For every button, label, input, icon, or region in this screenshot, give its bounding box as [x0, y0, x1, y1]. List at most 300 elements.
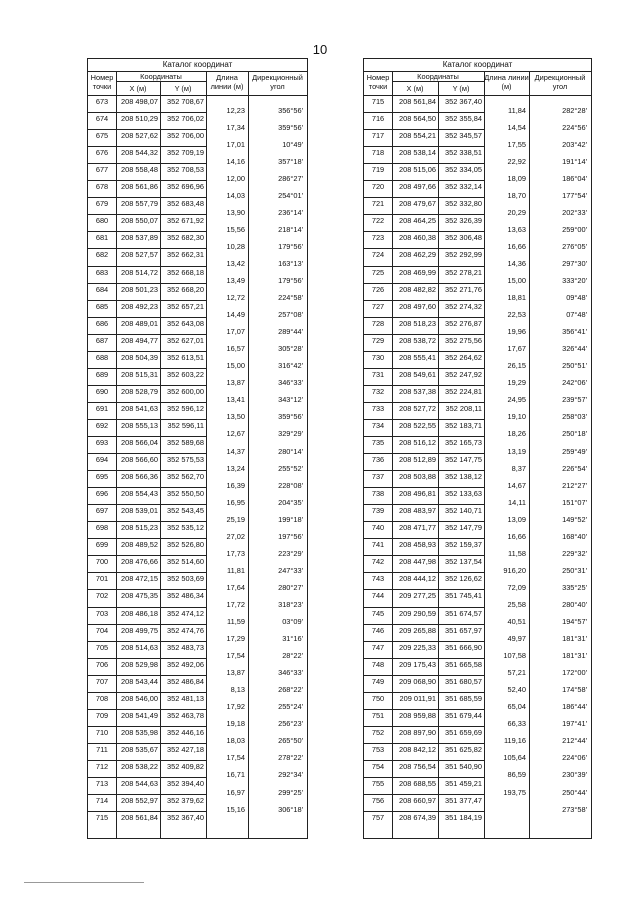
direction-angle: 278°22' [278, 753, 303, 763]
line-length: 18,81 [507, 293, 526, 303]
row-rule [364, 641, 484, 642]
direction-angle: 247°33' [278, 565, 303, 575]
y-coordinate: 352 643,08 [167, 318, 204, 328]
y-coordinate: 352 603,22 [167, 369, 204, 379]
y-coordinate: 351 680,57 [445, 676, 482, 686]
y-coordinate: 352 486,84 [167, 676, 204, 686]
point-number: 687 [95, 335, 109, 345]
y-coordinate: 352 446,16 [167, 727, 204, 737]
line-length: 14,37 [226, 446, 245, 456]
line-length: 8,37 [511, 463, 526, 473]
point-number: 685 [95, 301, 109, 311]
x-coordinate: 208 514,72 [121, 267, 158, 277]
x-coordinate: 208 503,88 [399, 472, 436, 482]
x-coordinate: 208 897,90 [399, 727, 436, 737]
direction-angle: 280°40' [562, 599, 587, 609]
row-rule [364, 163, 484, 164]
row-rule [88, 470, 206, 471]
y-coordinate: 351 184,19 [445, 813, 482, 823]
direction-angle: 204°35' [278, 497, 303, 507]
y-coordinate: 352 367,40 [167, 813, 204, 823]
x-coordinate: 208 527,62 [121, 131, 158, 141]
header-point-number: Номер точки [366, 73, 390, 91]
y-coordinate: 352 208,11 [445, 403, 482, 413]
point-number: 712 [95, 761, 109, 771]
direction-angle: 242°06' [562, 378, 587, 388]
direction-angle: 199°18' [278, 514, 303, 524]
row-rule [88, 283, 206, 284]
point-number: 748 [371, 659, 385, 669]
point-number: 700 [95, 557, 109, 567]
row-rule [364, 624, 484, 625]
catalog-title: Каталог координат [88, 59, 307, 72]
row-rule [364, 351, 484, 352]
row-rule [88, 231, 206, 232]
row-rule [88, 214, 206, 215]
y-coordinate: 351 679,44 [445, 710, 482, 720]
direction-angle: 335°25' [562, 582, 587, 592]
point-number: 741 [371, 540, 385, 550]
direction-angle: 224°06' [562, 753, 587, 763]
direction-angle: 236°14' [278, 207, 303, 217]
point-number: 693 [95, 438, 109, 447]
y-coordinate: 352 271,76 [445, 284, 482, 294]
y-coordinate: 352 276,87 [445, 318, 482, 328]
y-coordinate: 352 671,92 [167, 216, 204, 226]
x-coordinate: 208 527,72 [399, 403, 436, 413]
direction-angle: 197°56' [278, 531, 303, 541]
direction-angle: 299°25' [278, 787, 303, 797]
coordinate-catalog-left [87, 58, 308, 839]
point-number: 682 [95, 250, 109, 260]
y-coordinate: 352 126,62 [445, 574, 482, 584]
x-coordinate: 208 515,06 [399, 165, 436, 175]
point-number: 689 [95, 369, 109, 379]
header-direction-angle: Дирекционный угол [252, 73, 303, 91]
line-length: 18,09 [507, 173, 526, 183]
row-rule [364, 436, 484, 437]
direction-angle: 203°42' [562, 139, 587, 149]
x-coordinate: 208 482,82 [399, 284, 436, 294]
line-length: 49,97 [507, 634, 526, 644]
header-direction-angle: Дирекционный угол [534, 73, 586, 91]
direction-angle: 179°56' [278, 241, 303, 251]
y-coordinate: 351 377,47 [445, 796, 482, 806]
direction-angle: 357°18' [278, 156, 303, 166]
direction-angle: 250°18' [562, 429, 587, 439]
row-rule [364, 197, 484, 198]
point-number: 754 [371, 761, 385, 771]
x-coordinate: 208 497,66 [399, 182, 436, 192]
direction-angle: 256°23' [278, 719, 303, 729]
line-length: 15,00 [226, 361, 245, 371]
row-rule [88, 197, 206, 198]
y-coordinate: 352 708,67 [167, 97, 204, 106]
direction-angle: 297°30' [562, 258, 587, 268]
x-coordinate: 208 529,98 [121, 659, 158, 669]
row-rule [364, 504, 484, 505]
point-number: 719 [371, 165, 385, 175]
x-coordinate: 208 554,43 [121, 489, 158, 499]
y-coordinate: 352 394,40 [167, 779, 204, 788]
point-number: 736 [371, 455, 385, 465]
line-length: 18,26 [507, 429, 526, 439]
direction-angle: 265°50' [278, 736, 303, 746]
y-coordinate: 352 474,12 [167, 608, 204, 618]
point-number: 724 [371, 250, 385, 260]
direction-angle: 286°27' [278, 173, 303, 183]
point-number: 706 [95, 659, 109, 669]
line-length: 17,64 [226, 582, 245, 592]
y-coordinate: 352 137,54 [445, 557, 482, 567]
row-rule [364, 385, 484, 386]
header-y: Y (м) [452, 84, 470, 93]
line-length: 13,49 [226, 276, 245, 286]
point-number: 704 [95, 625, 109, 635]
point-number: 711 [96, 744, 108, 754]
y-coordinate: 352 696,96 [167, 182, 204, 192]
line-length: 17,72 [226, 599, 245, 609]
line-length: 16,39 [226, 480, 245, 490]
direction-angle: 179°56' [278, 276, 303, 286]
line-length: 14,54 [507, 122, 526, 132]
point-number: 678 [95, 182, 109, 192]
point-number: 723 [371, 233, 385, 243]
y-coordinate: 352 159,37 [445, 540, 482, 550]
x-coordinate: 208 566,04 [121, 438, 158, 447]
point-number: 708 [95, 693, 109, 703]
row-rule [88, 368, 206, 369]
y-coordinate: 352 535,12 [167, 523, 204, 533]
point-number: 705 [95, 642, 109, 652]
x-coordinate: 208 510,29 [121, 114, 158, 124]
point-number: 698 [95, 523, 109, 533]
line-length: 24,95 [507, 395, 526, 405]
line-length: 20,29 [507, 207, 526, 217]
point-number: 721 [371, 199, 385, 209]
line-length: 14,67 [507, 480, 526, 490]
direction-angle: 168°40' [562, 531, 587, 541]
direction-angle: 359°56' [278, 412, 303, 422]
row-rule [88, 538, 206, 539]
x-coordinate: 208 566,60 [121, 455, 158, 465]
x-coordinate: 208 460,38 [399, 233, 436, 243]
x-coordinate: 208 514,63 [121, 642, 158, 652]
line-length: 17,34 [226, 122, 245, 132]
y-coordinate: 352 334,05 [445, 165, 482, 175]
direction-angle: 258°03' [562, 412, 587, 422]
line-length: 107,58 [503, 651, 526, 661]
direction-angle: 228°08' [278, 480, 303, 490]
header-line-length: Длина линии (м) [210, 73, 244, 91]
direction-angle: 289°44' [278, 327, 303, 337]
header-point-number: Номер точки [90, 73, 114, 91]
direction-angle: 276°05' [562, 241, 587, 251]
y-coordinate: 352 706,00 [167, 131, 204, 141]
line-length: 11,59 [227, 617, 245, 627]
direction-angle: 181°31' [562, 634, 587, 644]
line-length: 13,42 [226, 258, 245, 268]
point-number: 709 [95, 710, 109, 720]
x-coordinate: 208 674,39 [399, 813, 436, 823]
line-length: 16,95 [226, 497, 245, 507]
direction-angle: 273°58' [562, 804, 587, 814]
point-number: 674 [95, 114, 109, 124]
point-number: 716 [371, 114, 385, 124]
point-number: 679 [95, 199, 109, 209]
point-number: 753 [371, 744, 385, 754]
direction-angle: 280°27' [278, 582, 303, 592]
row-rule [364, 692, 484, 693]
x-coordinate: 208 469,99 [399, 267, 436, 277]
point-number: 683 [95, 267, 109, 277]
row-rule [88, 129, 206, 130]
direction-angle: 326°44' [562, 344, 587, 354]
point-number: 729 [371, 335, 385, 345]
y-coordinate: 352 247,92 [445, 369, 482, 379]
row-rule [88, 163, 206, 164]
row-rule [88, 351, 206, 352]
direction-angle: 250°44' [562, 787, 587, 797]
direction-angle: 229°32' [562, 548, 587, 558]
y-coordinate: 352 338,51 [445, 148, 482, 158]
header-coordinates: Координаты [140, 72, 182, 81]
x-coordinate: 208 476,66 [121, 557, 158, 567]
y-coordinate: 352 600,00 [167, 386, 204, 396]
row-rule [364, 419, 484, 420]
line-length: 22,53 [507, 310, 526, 320]
x-coordinate: 208 472,15 [121, 574, 158, 584]
x-coordinate: 208 561,84 [121, 813, 158, 823]
direction-angle: 305°28' [278, 344, 303, 354]
y-coordinate: 352 483,73 [167, 642, 204, 652]
line-length: 19,29 [507, 378, 526, 388]
direction-angle: 181°31' [562, 651, 587, 661]
header-rule [116, 81, 206, 82]
direction-angle: 257°08' [278, 310, 303, 320]
x-coordinate: 208 489,01 [121, 318, 158, 328]
point-number: 747 [371, 642, 385, 652]
row-rule [364, 777, 484, 778]
point-number: 750 [371, 693, 385, 703]
row-rule [364, 470, 484, 471]
line-length: 65,04 [507, 702, 526, 712]
point-number: 749 [371, 676, 385, 686]
row-rule [364, 726, 484, 727]
line-length: 14,16 [226, 156, 245, 166]
line-length: 13,87 [226, 668, 245, 678]
row-rule [364, 334, 484, 335]
y-coordinate: 352 543,45 [167, 506, 204, 516]
y-coordinate: 352 550,50 [167, 489, 204, 499]
line-length: 19,18 [226, 719, 245, 729]
point-number: 680 [95, 216, 109, 226]
direction-angle: 212°44' [562, 736, 587, 746]
direction-angle: 10°49' [282, 139, 303, 149]
line-length: 11,84 [508, 105, 526, 115]
row-rule [88, 743, 206, 744]
line-length: 17,92 [226, 702, 245, 712]
y-coordinate: 351 657,97 [445, 625, 482, 635]
direction-angle: 202°33' [562, 207, 587, 217]
line-length: 12,72 [226, 293, 245, 303]
line-length: 17,67 [507, 344, 526, 354]
line-length: 19,96 [507, 327, 526, 337]
point-number: 740 [371, 523, 385, 533]
line-length: 13,24 [226, 463, 245, 473]
row-rule [88, 334, 206, 335]
page-number: 10 [312, 42, 328, 57]
x-coordinate: 208 528,79 [121, 386, 158, 396]
x-coordinate: 208 458,93 [399, 540, 436, 550]
row-rule [88, 487, 206, 488]
row-rule [88, 777, 206, 778]
point-number: 673 [95, 97, 109, 106]
row-rule [88, 624, 206, 625]
row-rule [364, 760, 484, 761]
row-rule [364, 317, 484, 318]
row-rule [364, 555, 484, 556]
direction-angle: 174°58' [562, 685, 587, 695]
header-rule [88, 95, 307, 96]
y-coordinate: 352 345,57 [445, 131, 482, 141]
direction-angle: 259°49' [562, 446, 587, 456]
x-coordinate: 208 537,38 [399, 386, 436, 396]
line-length: 10,28 [226, 241, 245, 251]
line-length: 16,71 [226, 770, 245, 780]
point-number: 725 [371, 267, 385, 277]
x-coordinate: 208 555,41 [399, 352, 436, 362]
point-number: 726 [371, 284, 385, 294]
y-coordinate: 352 486,34 [167, 591, 204, 601]
point-number: 688 [95, 352, 109, 362]
line-length: 17,55 [507, 139, 526, 149]
point-number: 745 [371, 608, 385, 618]
line-length: 17,73 [226, 548, 245, 558]
header-x: X (м) [129, 84, 147, 93]
line-length: 11,81 [227, 565, 245, 575]
point-number: 715 [95, 813, 109, 823]
x-coordinate: 208 535,67 [121, 744, 158, 754]
line-length: 193,75 [503, 787, 526, 797]
x-coordinate: 209 265,88 [399, 625, 436, 635]
row-rule [364, 129, 484, 130]
row-rule [88, 794, 206, 795]
point-number: 735 [371, 438, 385, 447]
row-rule [364, 811, 484, 812]
y-coordinate: 352 514,60 [167, 557, 204, 567]
row-rule [364, 675, 484, 676]
line-length: 17,54 [226, 651, 245, 661]
x-coordinate: 208 535,98 [121, 727, 158, 737]
row-rule [364, 487, 484, 488]
point-number: 681 [95, 233, 109, 243]
direction-angle: 255°24' [278, 702, 303, 712]
row-rule [88, 572, 206, 573]
line-length: 27,02 [226, 531, 245, 541]
y-coordinate: 351 685,59 [445, 693, 482, 703]
direction-angle: 31°16' [282, 634, 303, 644]
point-number: 699 [95, 540, 109, 550]
x-coordinate: 208 471,77 [399, 523, 436, 533]
x-coordinate: 208 444,12 [399, 574, 436, 584]
point-number: 738 [371, 489, 385, 499]
point-number: 751 [371, 710, 385, 720]
y-coordinate: 352 326,39 [445, 216, 482, 226]
y-coordinate: 352 474,76 [167, 625, 204, 635]
line-length: 52,40 [507, 685, 526, 695]
y-coordinate: 352 627,01 [167, 335, 204, 345]
y-coordinate: 352 140,71 [445, 506, 482, 516]
y-coordinate: 352 278,21 [445, 267, 482, 277]
x-coordinate: 208 475,35 [121, 591, 158, 601]
line-length: 26,15 [507, 361, 526, 371]
header-coordinates: Координаты [417, 72, 459, 81]
x-coordinate: 208 515,31 [121, 369, 158, 379]
row-rule [364, 743, 484, 744]
direction-angle: 329°29' [278, 429, 303, 439]
point-number: 744 [371, 591, 385, 601]
y-coordinate: 352 183,71 [445, 420, 482, 430]
direction-angle: 186°44' [562, 702, 587, 712]
row-rule [364, 453, 484, 454]
direction-angle: 218°14' [278, 224, 303, 234]
point-number: 743 [371, 574, 385, 584]
point-number: 731 [371, 369, 385, 379]
row-rule [88, 402, 206, 403]
row-rule [364, 521, 484, 522]
line-length: 18,03 [226, 736, 245, 746]
point-number: 696 [95, 489, 109, 499]
x-coordinate: 208 504,39 [121, 352, 158, 362]
y-coordinate: 352 706,02 [167, 114, 204, 124]
y-coordinate: 352 165,73 [445, 438, 482, 447]
row-rule [364, 266, 484, 267]
x-coordinate: 208 483,97 [399, 506, 436, 516]
direction-angle: 259°00' [562, 224, 587, 234]
x-coordinate: 208 660,97 [399, 796, 436, 806]
line-length: 17,07 [226, 327, 245, 337]
direction-angle: 255°52' [278, 463, 303, 473]
point-number: 757 [371, 813, 385, 823]
y-coordinate: 352 147,79 [445, 523, 482, 533]
direction-angle: 268°22' [278, 685, 303, 695]
point-number: 703 [95, 608, 109, 618]
x-coordinate: 208 516,12 [399, 438, 436, 447]
direction-angle: 191°14' [562, 156, 587, 166]
direction-angle: 149°52' [562, 514, 587, 524]
y-coordinate: 352 481,13 [167, 693, 204, 703]
y-coordinate: 352 332,14 [445, 182, 482, 192]
direction-angle: 03°09' [282, 617, 303, 627]
y-coordinate: 352 306,48 [445, 233, 482, 243]
y-coordinate: 351 459,21 [445, 779, 482, 788]
x-coordinate: 208 546,00 [121, 693, 158, 703]
line-length: 25,58 [507, 599, 526, 609]
line-length: 18,70 [507, 190, 526, 200]
y-coordinate: 352 133,63 [445, 489, 482, 499]
x-coordinate: 208 688,55 [399, 779, 436, 788]
line-length: 14,36 [507, 258, 526, 268]
line-length: 16,97 [226, 787, 245, 797]
y-coordinate: 352 264,62 [445, 352, 482, 362]
point-number: 720 [371, 182, 385, 192]
x-coordinate: 209 068,90 [399, 676, 436, 686]
row-rule [88, 555, 206, 556]
point-number: 730 [371, 352, 385, 362]
row-rule [88, 709, 206, 710]
row-rule [364, 180, 484, 181]
